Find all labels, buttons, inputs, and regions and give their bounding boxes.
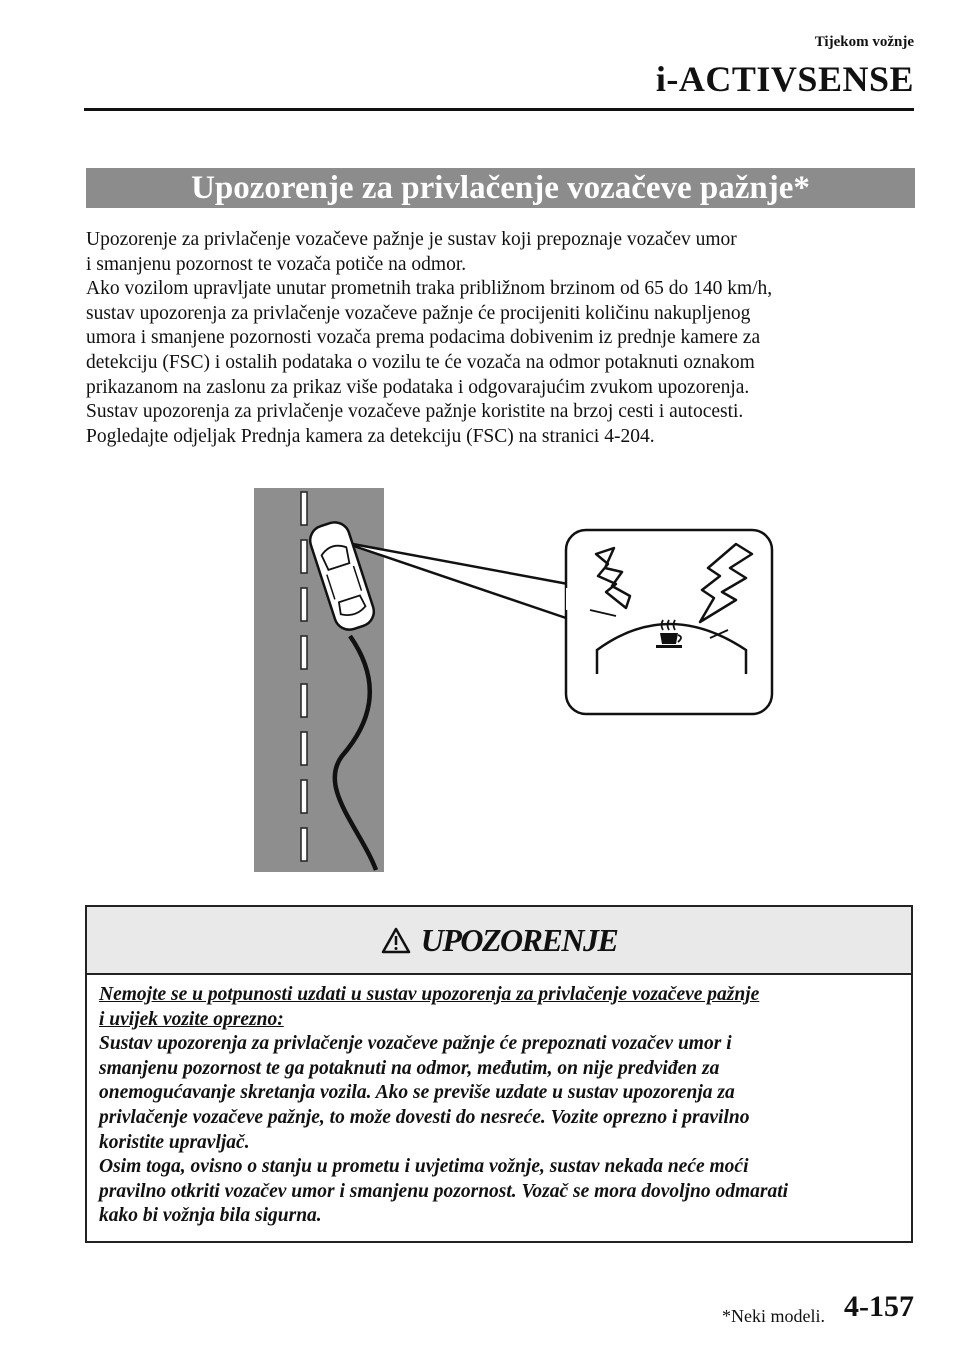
body-line: i smanjenu pozornost te vozača potiče na odmor. — [86, 253, 467, 275]
body-line: umora i smanjene pozornosti vozača prema podacima dobivenim iz prednje kamere za — [86, 327, 761, 349]
warning-line: Sustav upozorenja za privlačenje vozačeve pažnje će prepoznati vozačev umor i — [99, 1033, 732, 1055]
body-line: sustav upozorenja za privlačenje vozačeve pažnje će procijeniti količinu nakupljenog — [86, 302, 751, 324]
warning-line: koristite upravljač. — [99, 1131, 250, 1153]
warning-box — [85, 905, 913, 1243]
running-header-section: Tijekom vožnje — [814, 34, 914, 50]
body-text — [86, 228, 916, 449]
illustration-driver-attention — [250, 488, 790, 872]
body-line: prikazanom na zaslonu za prikaz više podataka i odgovarajućim zvukom upozorenja. — [86, 376, 750, 398]
warning-triangle-icon — [381, 927, 411, 954]
body-line: Ako vozilom upravljate unutar prometnih traka približnom brzinom od 65 do 140 km/h, — [86, 278, 773, 300]
warning-line: smanjenu pozornost te ga potaknuti na odmor, međutim, on nije predviđen za — [99, 1057, 720, 1079]
warning-title: UPOZORENJE — [420, 921, 618, 958]
warning-line-underlined: Nemojte se u potpunosti uzdati u sustav upozorenja za privlačenje vozačeve pažnje — [99, 984, 760, 1005]
warning-line: privlačenje vozačeve pažnje, to može dovesti do nesreće. Vozite oprezno i pravilno — [99, 1106, 750, 1128]
cluster-display-callout — [566, 530, 772, 714]
body-line: Sustav upozorenja za privlačenje vozačeve pažnje koristite na brzoj cesti i autocesti. — [86, 401, 744, 423]
page-number: 4-157 — [844, 1290, 914, 1323]
section-title: Upozorenje za privlačenje vozačeve pažnje* — [86, 168, 915, 208]
warning-header — [87, 907, 911, 975]
warning-body — [87, 975, 911, 1229]
warning-line: onemogućavanje skretanja vozila. Ako se previše uzdate u sustav upozorenja za — [99, 1082, 735, 1104]
footer-note: *Neki modeli. — [722, 1306, 825, 1326]
warning-line: pravilno otkriti vozačev umor i smanjenu pozornost. Vozač se mora dovoljno odmarati — [99, 1180, 789, 1202]
warning-line: kako bi vožnja bila sigurna. — [99, 1205, 322, 1227]
body-line: Upozorenje za privlačenje vozačeve pažnje je sustav koji prepoznaje vozačev umor — [86, 229, 737, 250]
header-rule — [84, 108, 914, 111]
body-line: detekciju (FSC) i ostalih podataka o vozilu te će vozača na odmor potaknuti oznakom — [86, 351, 755, 373]
warning-line-underlined: i uvijek vozite oprezno: — [99, 1008, 284, 1030]
body-line: Pogledajte odjeljak Prednja kamera za detekciju (FSC) na stranici 4-204. — [86, 425, 655, 447]
running-header-chapter: i-ACTIVSENSE — [655, 59, 914, 99]
warning-line: Osim toga, ovisno o stanju u prometu i uvjetima vožnje, sustav nekada neće moći — [99, 1156, 749, 1178]
